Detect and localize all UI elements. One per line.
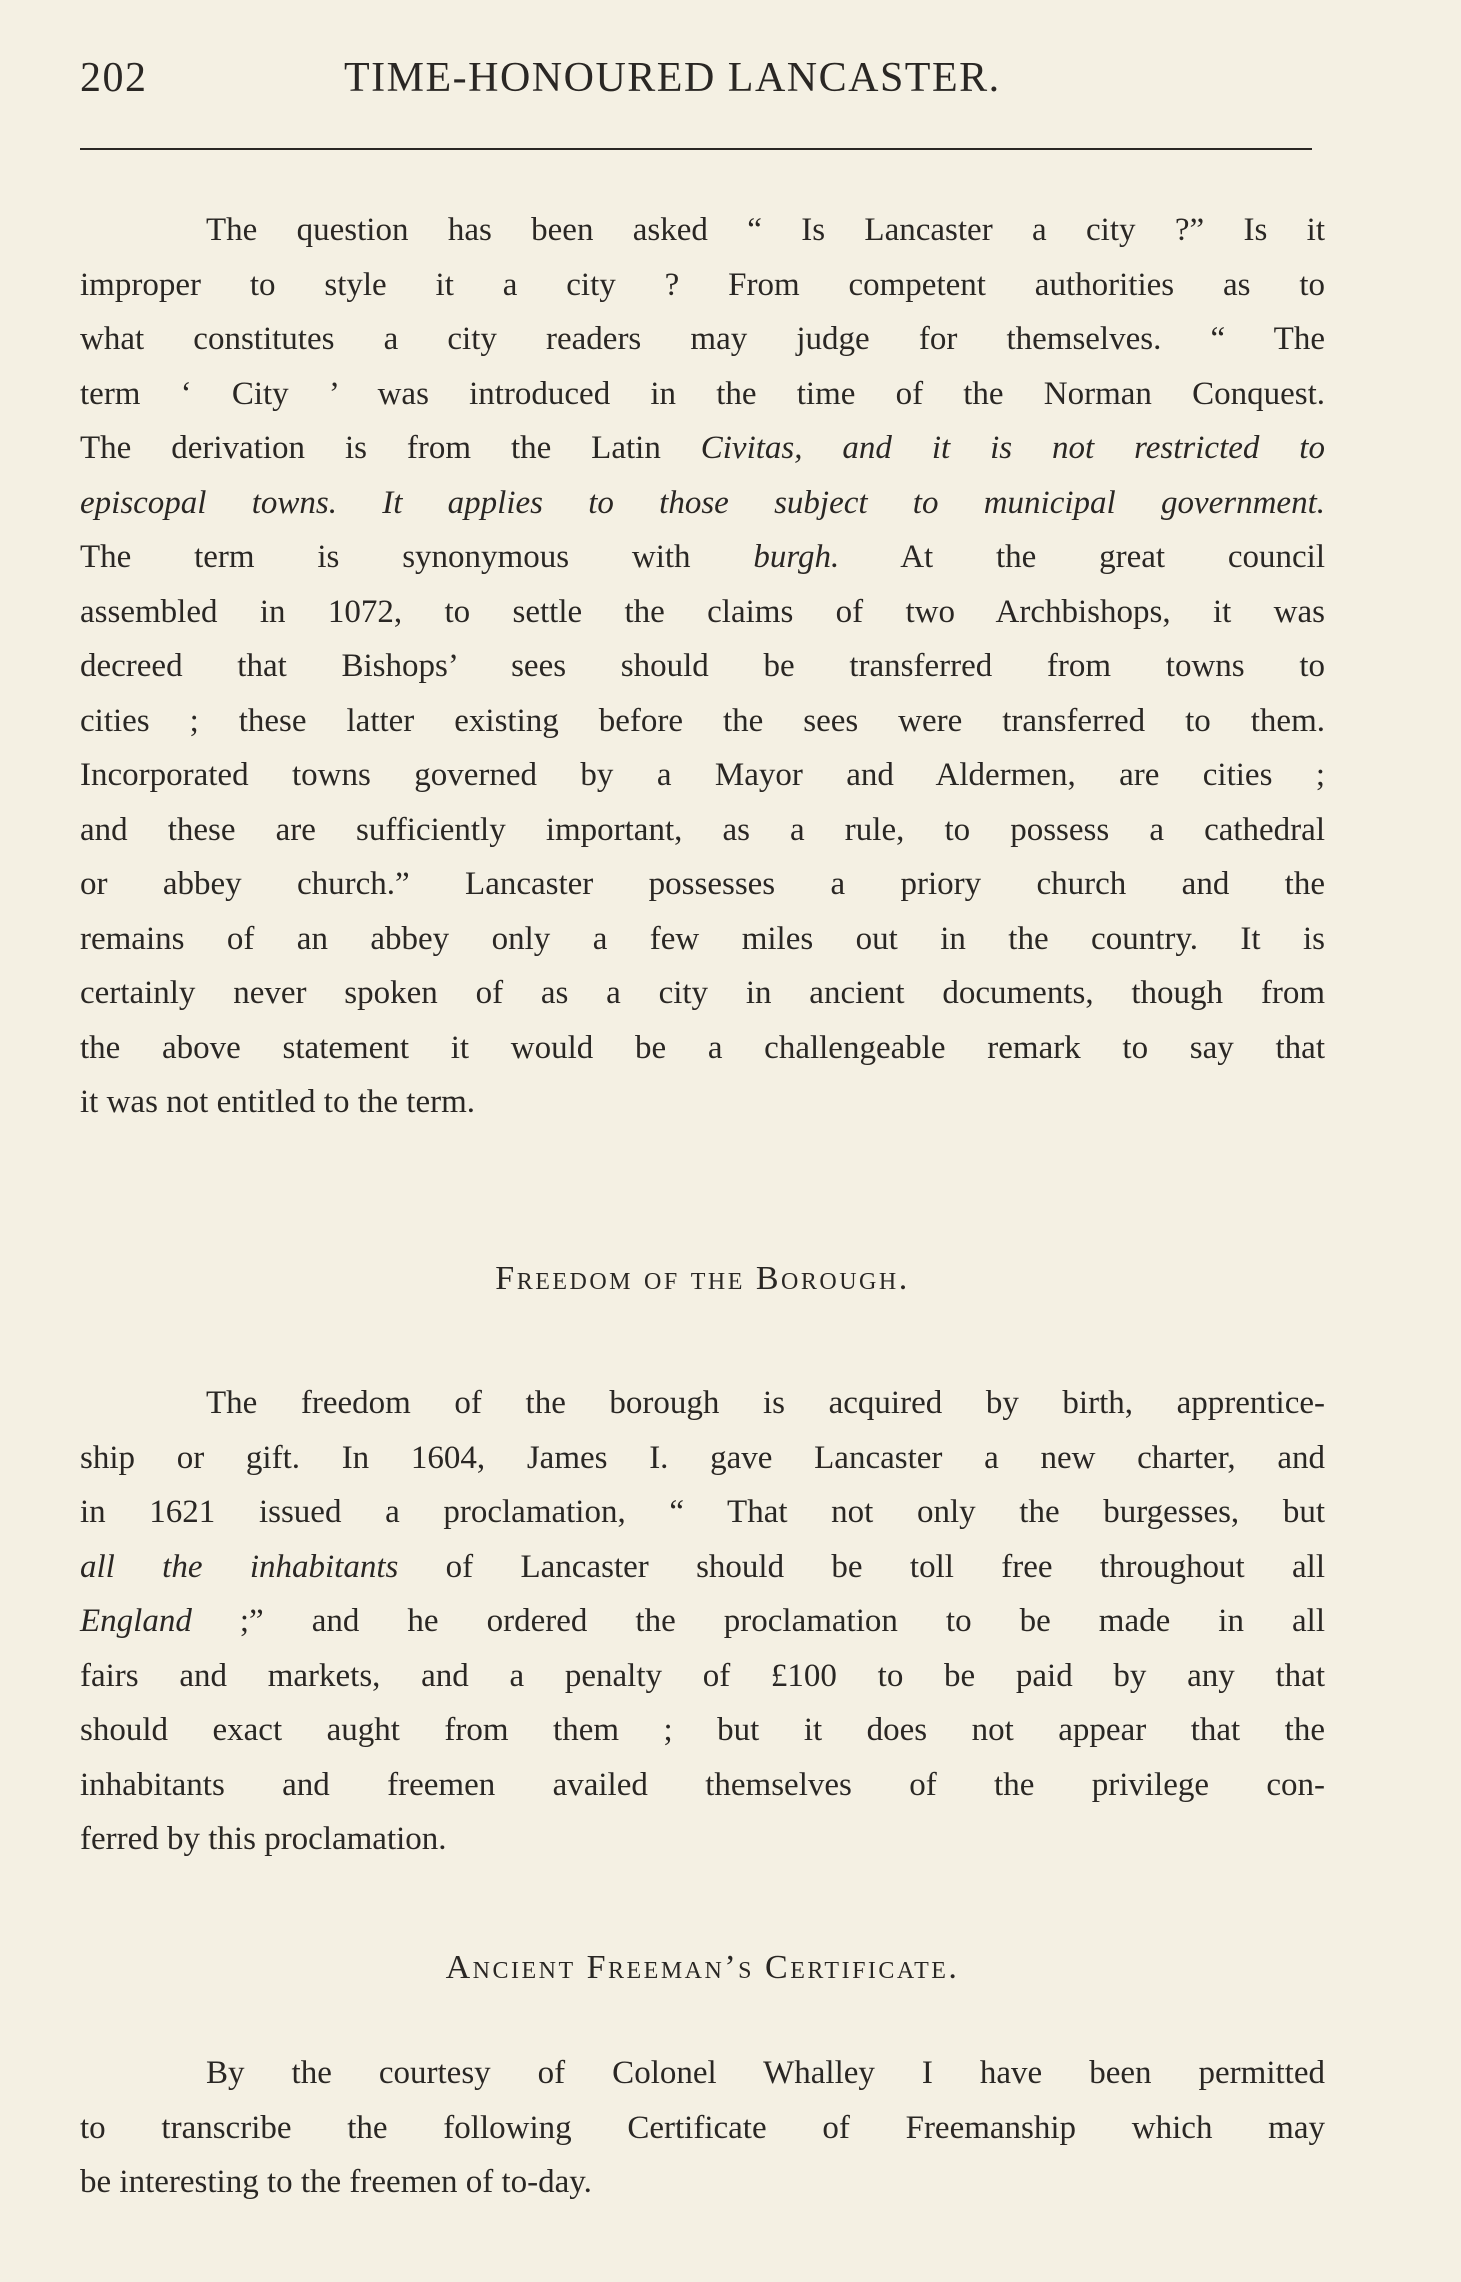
text-line: to transcribe the following Certificate of Freemanship which may xyxy=(80,2109,1325,2146)
text-segment: At the great council xyxy=(839,539,1326,575)
section-heading-certificate: Ancient Freeman’s Certificate. xyxy=(445,1949,960,1986)
text-line: it was not entitled to the term. xyxy=(80,1084,476,1120)
page-number: 202 xyxy=(80,55,148,101)
text-line: Incorporated towns governed by a Mayor and Aldermen, are cities ; xyxy=(80,757,1325,793)
italic-civitas: Civitas, and it is not restricted to xyxy=(700,430,1325,466)
text-segment: The term is synonymous with xyxy=(80,539,754,575)
italic-line: episcopal towns. It applies to those subject to municipal government. xyxy=(80,484,1325,521)
text-line: the above statement it would be a challengeable remark to say that xyxy=(80,1029,1325,1066)
text-line: ferred by this proclamation. xyxy=(80,1821,447,1857)
text-line: improper to style it a city ? From competent authorities as to xyxy=(80,266,1325,303)
text-line xyxy=(80,530,1325,585)
paragraph-freedom-borough xyxy=(80,1376,1325,1867)
text-line xyxy=(80,1594,1325,1649)
text-line: cities ; these latter existing before the sees were transferred to them. xyxy=(80,702,1325,739)
text-line: in 1621 issued a proclamation, “ That not only the burgesses, but xyxy=(80,1494,1325,1530)
text-line: fairs and markets, and a penalty of £100 to be paid by any that xyxy=(80,1657,1325,1694)
section-heading-freedom: Freedom of the Borough. xyxy=(495,1260,910,1297)
text-line: The question has been asked “ Is Lancaster a city ?” Is it xyxy=(206,212,1325,248)
text-line: By the courtesy of Colonel Whalley I have been permitted xyxy=(206,2055,1325,2091)
header-rule xyxy=(80,148,1312,150)
text-line: The freedom of the borough is acquired by birth, apprentice- xyxy=(206,1385,1325,1421)
text-line: what constitutes a city readers may judge for themselves. “ The xyxy=(80,321,1325,357)
text-line: and these are sufficiently important, as a rule, to possess a cathedral xyxy=(80,811,1325,848)
text-segment: ;” and he ordered the proclamation to be made in all xyxy=(191,1603,1325,1639)
text-line: decreed that Bishops’ sees should be transferred from towns to xyxy=(80,648,1325,684)
italic-england: England xyxy=(80,1603,192,1639)
page-header xyxy=(80,48,1325,108)
text-line: should exact aught from them ; but it does not appear that the xyxy=(80,1712,1325,1748)
text-segment: The derivation is from the Latin xyxy=(80,430,701,466)
text-line: assembled in 1072, to settle the claims of two Archbishops, it was xyxy=(80,593,1325,630)
text-line: be interesting to the freemen of to-day. xyxy=(80,2164,592,2200)
text-line-italic xyxy=(80,476,1325,531)
text-line: ship or gift. In 1604, James I. gave Lancaster a new charter, and xyxy=(80,1439,1325,1476)
paragraph-certificate-intro xyxy=(80,2046,1325,2210)
text-line xyxy=(80,421,1325,476)
text-segment: of Lancaster should be toll free throughout all xyxy=(398,1548,1325,1585)
italic-burgh: burgh. xyxy=(753,539,840,575)
text-line: term ‘ City ’ was introduced in the time of the Norman Conquest. xyxy=(80,375,1325,412)
paragraph-city-question xyxy=(80,203,1325,1130)
italic-inhabitants: all the inhabitants xyxy=(80,1548,399,1585)
running-head: TIME-HONOURED LANCASTER. xyxy=(344,55,1001,101)
text-line xyxy=(80,1540,1325,1595)
text-line: remains of an abbey only a few miles out in the country. It is xyxy=(80,920,1325,957)
text-line: certainly never spoken of as a city in ancient documents, though from xyxy=(80,975,1325,1011)
text-line: or abbey church.” Lancaster possesses a priory church and the xyxy=(80,866,1325,902)
text-line: inhabitants and freemen availed themselves of the privilege con- xyxy=(80,1766,1325,1803)
book-page xyxy=(80,48,1326,2200)
